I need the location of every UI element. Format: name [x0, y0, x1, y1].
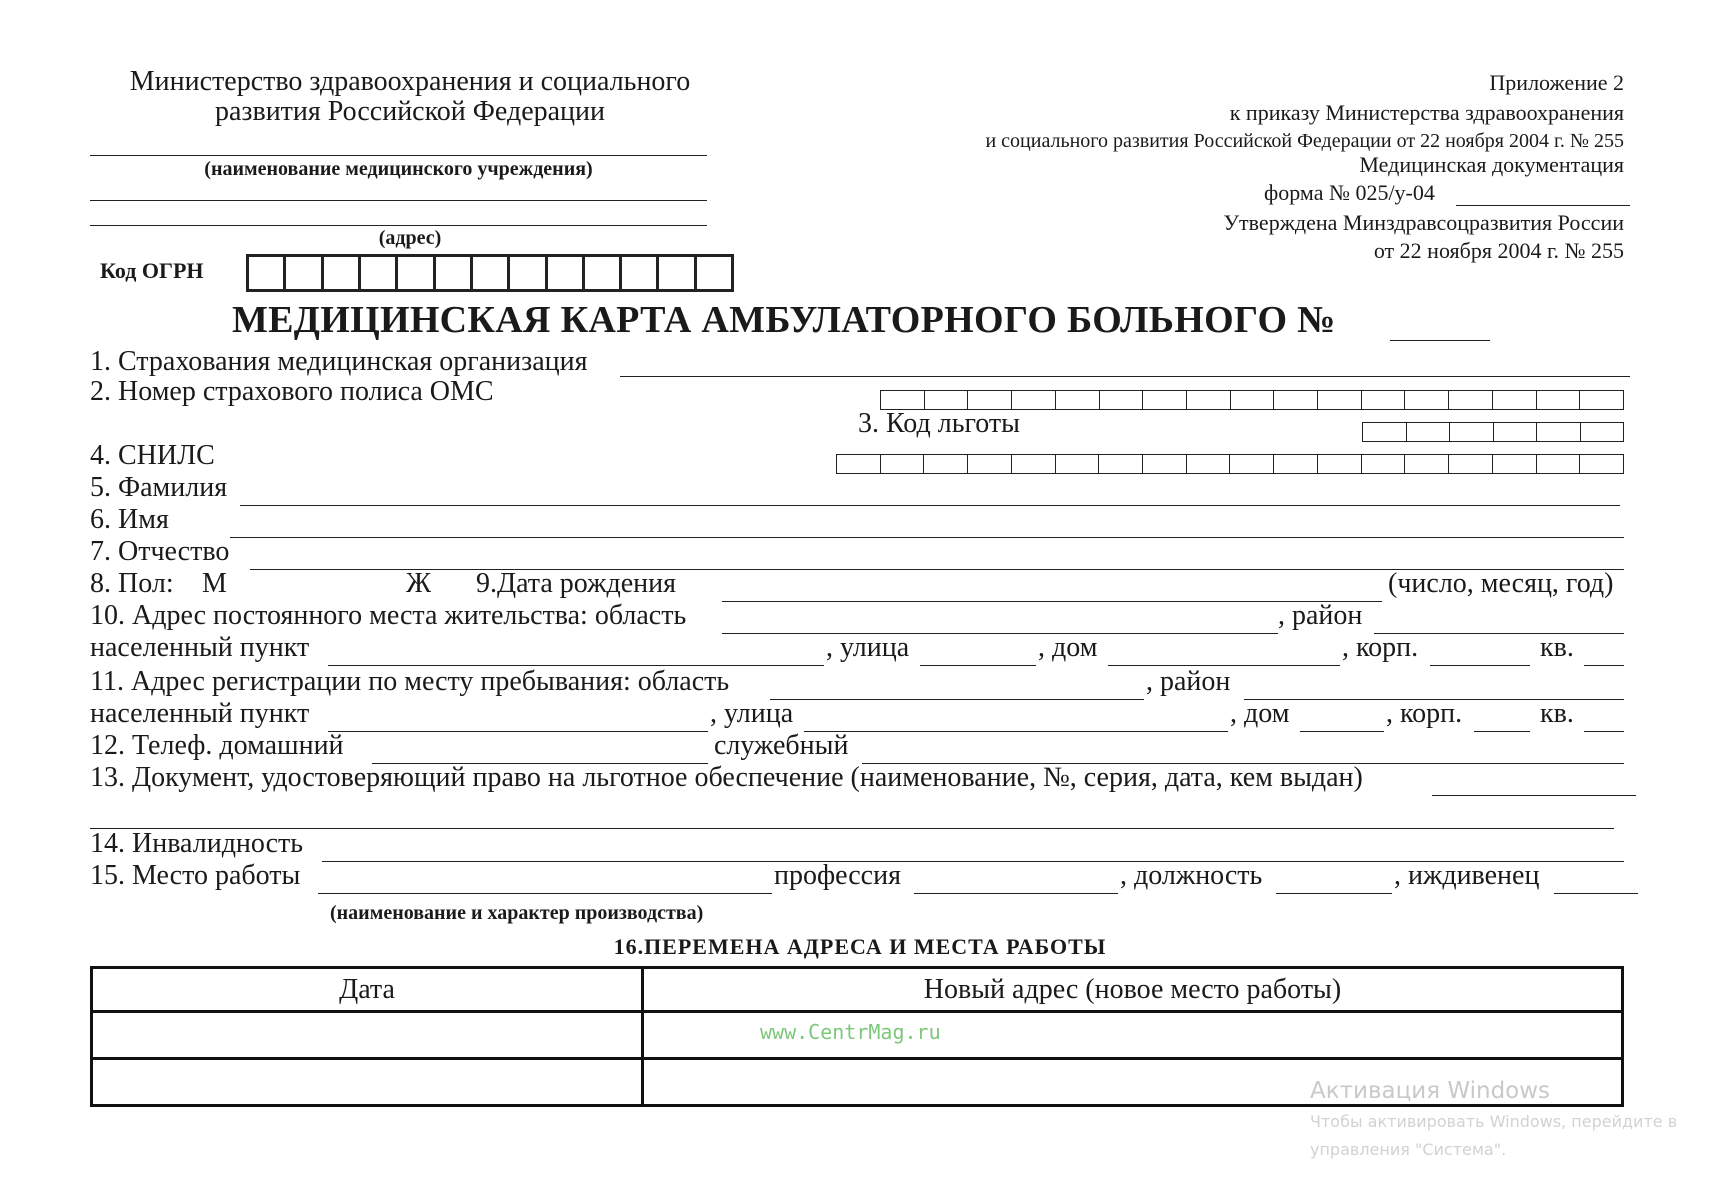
code-box-cell[interactable] — [585, 257, 622, 289]
table-cell-date[interactable] — [92, 1059, 643, 1106]
field-10-apt-label: кв. — [1540, 632, 1574, 663]
ministry-line-2: развития Российской Федерации — [214, 96, 606, 127]
field-14-label: 14. Инвалидность — [90, 828, 304, 859]
code-box-cell[interactable] — [1581, 423, 1624, 441]
code-box-cell[interactable] — [1537, 423, 1581, 441]
field-6-line[interactable] — [230, 537, 1624, 538]
field-10-region-line[interactable] — [722, 633, 1278, 634]
code-box-cell[interactable] — [1318, 391, 1362, 409]
site-watermark: www.CentrMag.ru — [760, 1020, 941, 1044]
form-number-line — [1456, 205, 1630, 206]
card-number-line[interactable] — [1390, 340, 1490, 341]
address-line — [90, 225, 707, 226]
table-cell-date[interactable] — [92, 1012, 643, 1059]
field-10-apt-line[interactable] — [1584, 665, 1624, 666]
code-box-cell[interactable] — [1405, 391, 1449, 409]
field-11-house-line[interactable] — [1300, 731, 1384, 732]
code-box-cell[interactable] — [1362, 391, 1406, 409]
field-11-street-line[interactable] — [804, 731, 1228, 732]
code-box-cell[interactable] — [1231, 391, 1275, 409]
policy-number-boxes[interactable] — [880, 390, 1624, 410]
ogrn-code-boxes[interactable] — [246, 254, 734, 292]
field-15-label: 15. Место работы — [90, 860, 301, 891]
code-box-cell[interactable] — [1537, 391, 1581, 409]
field-15-profession-label: профессия — [774, 860, 901, 891]
code-box-cell[interactable] — [622, 257, 659, 289]
code-box-cell[interactable] — [1274, 391, 1318, 409]
benefit-code-boxes[interactable] — [1362, 422, 1624, 442]
approved-line-2: от 22 ноября 2004 г. № 255 — [1373, 238, 1624, 263]
order-line-1: к приказу Министерства здравоохранения — [1229, 100, 1624, 125]
field-11-building-line[interactable] — [1474, 731, 1530, 732]
field-15-dependent-label: , иждивенец — [1394, 860, 1540, 891]
field-15-position-label: , должность — [1120, 860, 1263, 891]
code-box-cell[interactable] — [1143, 391, 1187, 409]
code-box-cell[interactable] — [1494, 423, 1538, 441]
order-line-2: и социального развития Российской Федерации от 22 ноября 2004 г. № 255 — [985, 130, 1624, 152]
code-box-cell[interactable] — [1363, 423, 1407, 441]
field-11-region-line[interactable] — [770, 699, 1144, 700]
ministry-line-1: Министерство здравоохранения и социального — [129, 66, 691, 97]
windows-activation-line-1: Чтобы активировать Windows, перейдите в — [1310, 1112, 1678, 1131]
code-box-cell[interactable] — [510, 257, 547, 289]
field-11-apt-label: кв. — [1540, 698, 1574, 729]
field-11-house-label: , дом — [1230, 698, 1290, 729]
code-box-cell[interactable] — [1274, 455, 1318, 473]
field-15-caption: (наименование и характер производства) — [330, 902, 704, 924]
field-15-dependent-line[interactable] — [1554, 893, 1638, 894]
code-box-cell[interactable] — [1580, 391, 1623, 409]
field-11-label: 11. Адрес регистрации по месту пребывания: область — [90, 666, 730, 697]
field-8-label: 8. Пол: — [90, 568, 174, 599]
code-box-cell[interactable] — [659, 257, 696, 289]
field-1-label: 1. Страхования медицинская организация — [90, 346, 588, 377]
document-title: МЕДИЦИНСКАЯ КАРТА АМБУЛАТОРНОГО БОЛЬНОГО № — [232, 299, 1336, 341]
code-box-cell[interactable] — [286, 257, 323, 289]
field-7-label: 7. Отчество — [90, 536, 230, 567]
code-box-cell[interactable] — [1450, 423, 1494, 441]
code-box-cell[interactable] — [548, 257, 585, 289]
code-box-cell[interactable] — [1407, 423, 1451, 441]
code-box-cell[interactable] — [1580, 455, 1623, 473]
field-10-settlement-label: населенный пункт — [90, 632, 310, 663]
field-11-settlement-line[interactable] — [328, 731, 708, 732]
field-10-building-label: , корп. — [1342, 632, 1419, 663]
field-2-label: 2. Номер страхового полиса ОМС — [90, 376, 494, 407]
code-box-cell[interactable] — [361, 257, 398, 289]
field-9-label: 9.Дата рождения — [476, 568, 676, 599]
field-15-position-line[interactable] — [1276, 893, 1392, 894]
code-box-cell[interactable] — [436, 257, 473, 289]
field-15-workplace-line[interactable] — [318, 893, 772, 894]
code-box-cell[interactable] — [837, 455, 881, 473]
code-box-cell[interactable] — [968, 455, 1012, 473]
field-3-label: 3. Код льготы — [858, 408, 1020, 439]
code-box-cell[interactable] — [1100, 391, 1144, 409]
code-box-cell[interactable] — [968, 391, 1012, 409]
ogrn-label: Код ОГРН — [100, 258, 204, 283]
field-13-line-2[interactable] — [90, 828, 1614, 829]
code-box-cell[interactable] — [1056, 455, 1100, 473]
field-15-profession-line[interactable] — [914, 893, 1118, 894]
sex-male-option[interactable]: М — [202, 568, 227, 599]
field-6-label: 6. Имя — [90, 504, 169, 535]
code-box-cell[interactable] — [249, 257, 286, 289]
medical-documentation-label: Медицинская документация — [1359, 152, 1624, 177]
field-11-district-label: , район — [1146, 666, 1231, 697]
code-box-cell[interactable] — [398, 257, 435, 289]
code-box-cell[interactable] — [1318, 455, 1362, 473]
field-5-label: 5. Фамилия — [90, 472, 228, 503]
code-box-cell[interactable] — [881, 455, 925, 473]
code-box-cell[interactable] — [1230, 455, 1274, 473]
code-box-cell[interactable] — [1143, 455, 1187, 473]
field-5-line[interactable] — [240, 505, 1620, 506]
field-10-street-line[interactable] — [920, 665, 1036, 666]
code-box-cell[interactable] — [1099, 455, 1143, 473]
code-box-cell[interactable] — [1187, 391, 1231, 409]
field-11-street-label: , улица — [710, 698, 794, 729]
code-box-cell[interactable] — [1449, 455, 1493, 473]
approved-line-1: Утверждена Минздравсоцразвития России — [1223, 210, 1624, 235]
code-box-cell[interactable] — [925, 391, 969, 409]
table-header-row — [92, 968, 1623, 1012]
code-box-cell[interactable] — [1012, 391, 1056, 409]
form-number: форма № 025/у-04 — [1264, 180, 1435, 205]
snils-boxes[interactable] — [836, 454, 1624, 474]
code-box-cell[interactable] — [1449, 391, 1493, 409]
field-10-label: 10. Адрес постоянного места жительства: область — [90, 600, 687, 631]
institution-line — [90, 155, 707, 156]
appendix-label: Приложение 2 — [1489, 70, 1624, 95]
field-13-line-1[interactable] — [1432, 795, 1636, 796]
code-box-cell[interactable] — [1493, 455, 1537, 473]
code-box-cell[interactable] — [1187, 455, 1231, 473]
institution-line-2 — [90, 200, 707, 201]
field-11-building-label: , корп. — [1386, 698, 1463, 729]
code-box-cell[interactable] — [1362, 455, 1406, 473]
code-box-cell[interactable] — [1405, 455, 1449, 473]
section-16-title: 16.ПЕРЕМЕНА АДРЕСА И МЕСТА РАБОТЫ — [613, 934, 1107, 959]
field-11-settlement-label: населенный пункт — [90, 698, 310, 729]
code-box-cell[interactable] — [324, 257, 361, 289]
address-caption: (адрес) — [378, 227, 442, 249]
field-10-street-label: , улица — [826, 632, 910, 663]
birth-date-hint: (число, месяц, год) — [1388, 568, 1614, 599]
code-box-cell[interactable] — [1537, 455, 1581, 473]
code-box-cell[interactable] — [697, 257, 731, 289]
field-12-label: 12. Телеф. домашний — [90, 730, 344, 761]
windows-activation-line-2: управления "Система". — [1310, 1140, 1507, 1159]
field-10-district-label: , район — [1278, 600, 1363, 631]
windows-activation-title: Активация Windows — [1310, 1078, 1551, 1104]
code-box-cell[interactable] — [473, 257, 510, 289]
field-12-work-label: служебный — [714, 730, 849, 761]
field-1-line[interactable] — [620, 376, 1630, 377]
code-box-cell[interactable] — [1493, 391, 1537, 409]
field-10-building-line[interactable] — [1430, 665, 1530, 666]
sex-female-option[interactable]: Ж — [406, 568, 432, 599]
field-10-house-label: , дом — [1038, 632, 1098, 663]
field-13-label: 13. Документ, удостоверяющий право на льготное обеспечение (наименование, №, серия, дата, кем выдан) — [90, 762, 1363, 793]
column-header-new-address: Новый адрес (новое место работы) — [643, 968, 1623, 1012]
code-box-cell[interactable] — [924, 455, 968, 473]
institution-caption: (наименование медицинского учреждения) — [204, 158, 593, 180]
field-4-label: 4. СНИЛС — [90, 440, 215, 471]
field-11-apt-line[interactable] — [1584, 731, 1624, 732]
code-box-cell[interactable] — [881, 391, 925, 409]
code-box-cell[interactable] — [1012, 455, 1056, 473]
code-box-cell[interactable] — [1056, 391, 1100, 409]
column-header-date: Дата — [92, 968, 643, 1012]
